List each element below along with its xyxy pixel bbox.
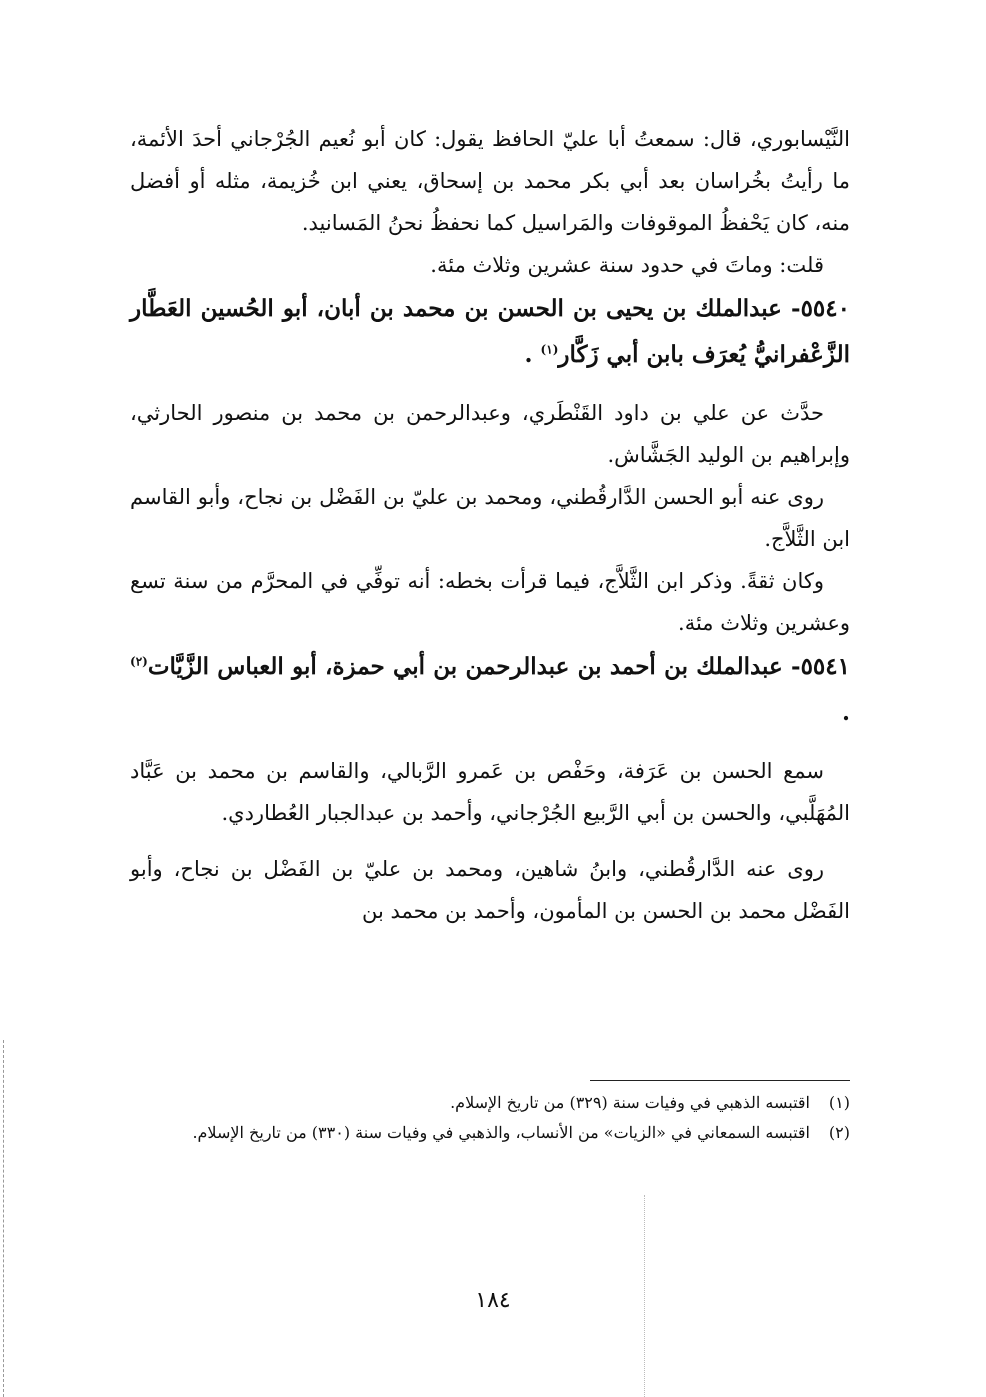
entry-number: ٥٥٤٠- xyxy=(791,295,850,322)
paragraph: حدَّث عن علي بن داود القَنْطَري، وعبدالرحمن بن محمد بن منصور الحارثي، وإبراهيم بن الوليد الجَشَّاش. xyxy=(130,401,850,467)
paragraph: روى عنه أبو الحسن الدَّارقُطني، ومحمد بن عليّ بن الفَضْل بن نجاح، وأبو القاسم ابن الثَّلاَّج. xyxy=(130,485,850,551)
footnote-text: اقتبسه السمعاني في «الزيات» من الأنساب، والذهبي في وفيات سنة (٣٣٠) من تاريخ الإسلام. xyxy=(192,1123,810,1142)
paragraph: روى عنه الدَّارقُطني، وابنُ شاهين، ومحمد بن عليّ بن الفَضْل بن نجاح، وأبو الفَضْل محمد بن الحسن بن المأمون، وأحمد بن محمد بن xyxy=(130,857,850,923)
page-number: ١٨٤ xyxy=(475,1288,511,1313)
footnote-number: (١) xyxy=(828,1093,850,1112)
footnote-number: (٢) xyxy=(828,1123,850,1142)
footnote xyxy=(130,1118,850,1148)
footnote-ref: (١) xyxy=(540,342,559,357)
entry-number: ٥٥٤١- xyxy=(791,653,850,680)
paragraph: النَّيْسابوري، قال: سمعتُ أبا عليّ الحافظ يقول: كان أبو نُعيم الجُرْجاني أحدَ الأئمة، ما رأيتُ بخُراسان بعد أبي بكر محمد بن إسحاق، يعني ابن خُزيمة، مثله أو أفضل منه، كان يَحْفظُ الموقوفات والمَراسيل كما نحفظُ نحنُ المَسانيد. xyxy=(130,127,850,235)
scan-artifact-line xyxy=(644,1195,645,1397)
entry-heading xyxy=(130,644,850,736)
footnote xyxy=(130,1088,850,1118)
entry-title: عبدالملك بن يحيى بن الحسن بن محمد بن أبان، أبو الحُسين العَطَّار الزَّعْفرانيُّ يُعرَف بابن أبي زَكَّار xyxy=(130,295,850,368)
footnotes xyxy=(130,1088,850,1148)
paragraph: سمع الحسن بن عَرَفة، وحَفْص بن عَمرو الرَّبالي، والقاسم بن محمد بن عَبَّاد المُهَلَّبي، والحسن بن أبي الرَّبيع الجُرْجاني، وأحمد بن عبدالجبار العُطاردي. xyxy=(130,759,850,825)
footnote-ref: (٢) xyxy=(130,654,148,669)
entry-tail: . xyxy=(524,341,541,368)
entry-tail: . xyxy=(841,699,850,726)
footnote-text: اقتبسه الذهبي في وفيات سنة (٣٢٩) من تاريخ الإسلام. xyxy=(450,1093,810,1112)
entry-heading xyxy=(130,286,850,378)
entry-title: عبدالملك بن أحمد بن عبدالرحمن بن أبي حمزة، أبو العباس الزَّيَّات xyxy=(147,653,783,680)
paragraph: وكان ثقةً. وذكر ابن الثَّلاَّج، فيما قرأت بخطه: أنه توفِّي في المحرَّم من سنة تسع وعشرين وثلاث مئة. xyxy=(130,569,850,635)
scan-artifact-line xyxy=(3,1040,4,1397)
main-text xyxy=(130,118,850,932)
footnote-divider xyxy=(590,1080,850,1081)
paragraph: قلت: وماتَ في حدود سنة عشرين وثلاث مئة. xyxy=(430,253,824,277)
